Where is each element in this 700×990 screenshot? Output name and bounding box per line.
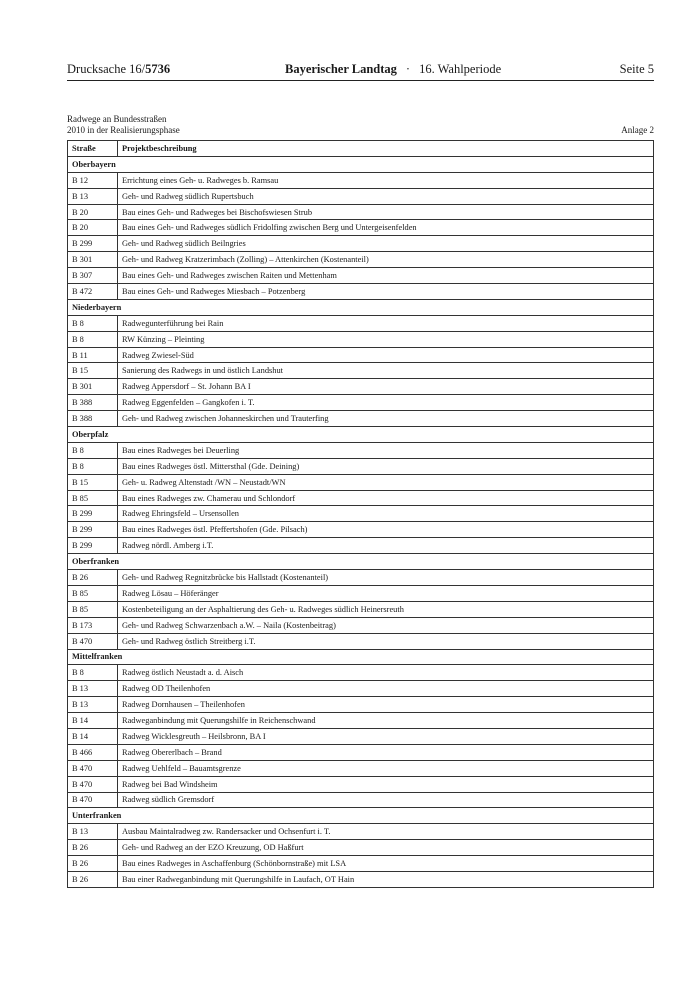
description-cell: Bau eines Radweges in Aschaffenburg (Schönbornstraße) mit LSA: [118, 856, 654, 872]
description-cell: Radweg Ehringsfeld – Ursensollen: [118, 506, 654, 522]
description-cell: Geh- und Radweg südlich Rupertsbuch: [118, 188, 654, 204]
table-row: [68, 856, 654, 872]
road-cell: B 20: [68, 204, 118, 220]
table-row: [68, 744, 654, 760]
road-cell: B 20: [68, 220, 118, 236]
description-cell: Radweg östlich Neustadt a. d. Aisch: [118, 665, 654, 681]
table-row: [68, 395, 654, 411]
column-header-description: Projektbeschreibung: [118, 141, 654, 157]
region-row: [68, 808, 654, 824]
institution-name: Bayerischer Landtag: [285, 62, 397, 76]
table-row: [68, 220, 654, 236]
table-row: [68, 713, 654, 729]
road-cell: B 8: [68, 442, 118, 458]
header-separator: ·: [405, 62, 411, 76]
road-cell: B 14: [68, 728, 118, 744]
description-cell: Bau eines Radweges bei Deuerling: [118, 442, 654, 458]
table-row: [68, 315, 654, 331]
road-cell: B 299: [68, 236, 118, 252]
description-cell: Radweg Wicklesgreuth – Heilsbronn, BA I: [118, 728, 654, 744]
road-cell: B 8: [68, 315, 118, 331]
road-cell: B 13: [68, 681, 118, 697]
description-cell: Bau eines Radweges östl. Pfeffertshofen (Gde. Pilsach): [118, 522, 654, 538]
caption-line-2: 2010 in der Realisierungsphase: [67, 125, 180, 135]
document-number-value: 5736: [145, 62, 171, 76]
road-cell: B 299: [68, 506, 118, 522]
region-row: [68, 427, 654, 443]
table-row: [68, 776, 654, 792]
table-row: [68, 268, 654, 284]
document-number: [67, 62, 170, 77]
table-caption: [67, 114, 180, 136]
region-name: Oberpfalz: [68, 427, 654, 443]
table-row: [68, 490, 654, 506]
region-row: [68, 156, 654, 172]
road-cell: B 13: [68, 697, 118, 713]
road-cell: B 470: [68, 760, 118, 776]
document-number-prefix: Drucksache 16/: [67, 62, 146, 76]
road-cell: B 15: [68, 474, 118, 490]
road-cell: B 388: [68, 411, 118, 427]
road-cell: B 173: [68, 617, 118, 633]
table-row: [68, 522, 654, 538]
table-row: [68, 363, 654, 379]
table-row: [68, 411, 654, 427]
road-cell: B 299: [68, 538, 118, 554]
description-cell: Radweg südlich Gremsdorf: [118, 792, 654, 808]
region-name: Unterfranken: [68, 808, 654, 824]
table-row: [68, 633, 654, 649]
description-cell: Radweg nördl. Amberg i.T.: [118, 538, 654, 554]
column-header-road: Straße: [68, 141, 118, 157]
description-cell: Bau eines Geh- und Radweges zwischen Raiten und Mettenham: [118, 268, 654, 284]
description-cell: Geh- und Radweg an der EZO Kreuzung, OD Haßfurt: [118, 840, 654, 856]
road-cell: B 13: [68, 188, 118, 204]
road-cell: B 301: [68, 252, 118, 268]
road-cell: B 8: [68, 331, 118, 347]
road-cell: B 301: [68, 379, 118, 395]
table-row: [68, 665, 654, 681]
road-cell: B 26: [68, 856, 118, 872]
description-cell: RW Künzing – Pleinting: [118, 331, 654, 347]
description-cell: Radweg Obererlbach – Brand: [118, 744, 654, 760]
institution-period: [285, 62, 501, 77]
table-row: [68, 236, 654, 252]
description-cell: Radweg OD Theilenhofen: [118, 681, 654, 697]
cycle-path-table: [67, 140, 654, 888]
table-header-row: [68, 141, 654, 157]
description-cell: Geh- u. Radweg Altenstadt /WN – Neustadt/WN: [118, 474, 654, 490]
description-cell: Radweg bei Bad Windsheim: [118, 776, 654, 792]
description-cell: Sanierung des Radwegs in und östlich Landshut: [118, 363, 654, 379]
legislative-period: 16. Wahlperiode: [419, 62, 502, 76]
table-row: [68, 728, 654, 744]
region-row: [68, 299, 654, 315]
road-cell: B 307: [68, 268, 118, 284]
table-row: [68, 442, 654, 458]
road-cell: B 466: [68, 744, 118, 760]
region-row: [68, 554, 654, 570]
road-cell: B 26: [68, 871, 118, 887]
road-cell: B 8: [68, 665, 118, 681]
page-number: Seite 5: [619, 62, 654, 76]
description-cell: Radweg Eggenfelden – Gangkofen i. T.: [118, 395, 654, 411]
table-row: [68, 172, 654, 188]
road-cell: B 11: [68, 347, 118, 363]
table-row: [68, 617, 654, 633]
description-cell: Radweg Uehlfeld – Bauamtsgrenze: [118, 760, 654, 776]
page-header: [67, 62, 654, 81]
table-row: [68, 601, 654, 617]
road-cell: B 85: [68, 490, 118, 506]
description-cell: Bau eines Geh- und Radweges Miesbach – Potzenberg: [118, 284, 654, 300]
description-cell: Geh- und Radweg Regnitzbrücke bis Hallstadt (Kostenanteil): [118, 570, 654, 586]
road-cell: B 472: [68, 284, 118, 300]
road-cell: B 470: [68, 633, 118, 649]
table-row: [68, 284, 654, 300]
region-name: Mittelfranken: [68, 649, 654, 665]
road-cell: B 388: [68, 395, 118, 411]
description-cell: Radweg Appersdorf – St. Johann BA I: [118, 379, 654, 395]
table-row: [68, 792, 654, 808]
description-cell: Geh- und Radweg Kratzerimbach (Zolling) – Attenkirchen (Kostenanteil): [118, 252, 654, 268]
description-cell: Radwegunterführung bei Rain: [118, 315, 654, 331]
description-cell: Errichtung eines Geh- u. Radweges b. Ramsau: [118, 172, 654, 188]
table-row: [68, 204, 654, 220]
road-cell: B 470: [68, 792, 118, 808]
description-cell: Bau eines Radweges östl. Mittersthal (Gde. Deining): [118, 458, 654, 474]
description-cell: Bau eines Geh- und Radweges bei Bischofswiesen Strub: [118, 204, 654, 220]
road-cell: B 85: [68, 585, 118, 601]
table-row: [68, 840, 654, 856]
road-cell: B 12: [68, 172, 118, 188]
road-cell: B 299: [68, 522, 118, 538]
table-row: [68, 681, 654, 697]
table-row: [68, 458, 654, 474]
road-cell: B 26: [68, 570, 118, 586]
table-row: [68, 570, 654, 586]
table-row: [68, 347, 654, 363]
region-name: Niederbayern: [68, 299, 654, 315]
region-name: Oberfranken: [68, 554, 654, 570]
description-cell: Radweg Lösau – Höferänger: [118, 585, 654, 601]
table-row: [68, 585, 654, 601]
table-row: [68, 474, 654, 490]
caption-line-1: Radwege an Bundesstraßen: [67, 114, 167, 124]
table-row: [68, 697, 654, 713]
table-body: [68, 156, 654, 887]
table-row: [68, 252, 654, 268]
table-row: [68, 824, 654, 840]
table-row: [68, 331, 654, 347]
road-cell: B 85: [68, 601, 118, 617]
description-cell: Geh- und Radweg südlich Beilngries: [118, 236, 654, 252]
description-cell: Radweg Dornhausen – Theilenhofen: [118, 697, 654, 713]
table-row: [68, 506, 654, 522]
road-cell: B 26: [68, 840, 118, 856]
description-cell: Bau einer Radweganbindung mit Querungshilfe in Laufach, OT Hain: [118, 871, 654, 887]
description-cell: Bau eines Radweges zw. Chamerau und Schlondorf: [118, 490, 654, 506]
road-cell: B 470: [68, 776, 118, 792]
table-row: [68, 871, 654, 887]
road-cell: B 13: [68, 824, 118, 840]
table-row: [68, 760, 654, 776]
table-row: [68, 538, 654, 554]
description-cell: Bau eines Geh- und Radweges südlich Fridolfing zwischen Berg und Untergeisenfelden: [118, 220, 654, 236]
region-row: [68, 649, 654, 665]
region-name: Oberbayern: [68, 156, 654, 172]
road-cell: B 14: [68, 713, 118, 729]
description-cell: Radweg Zwiesel-Süd: [118, 347, 654, 363]
road-cell: B 8: [68, 458, 118, 474]
annex-label: Anlage 2: [621, 125, 654, 135]
description-cell: Geh- und Radweg zwischen Johanneskirchen und Trauterfing: [118, 411, 654, 427]
table-row: [68, 188, 654, 204]
description-cell: Kostenbeteiligung an der Asphaltierung des Geh- u. Radweges südlich Heinersreuth: [118, 601, 654, 617]
description-cell: Ausbau Maintalradweg zw. Randersacker und Ochsenfurt i. T.: [118, 824, 654, 840]
description-cell: Radweganbindung mit Querungshilfe in Reichenschwand: [118, 713, 654, 729]
description-cell: Geh- und Radweg östlich Streitberg i.T.: [118, 633, 654, 649]
road-cell: B 15: [68, 363, 118, 379]
table-row: [68, 379, 654, 395]
description-cell: Geh- und Radweg Schwarzenbach a.W. – Naila (Kostenbeitrag): [118, 617, 654, 633]
